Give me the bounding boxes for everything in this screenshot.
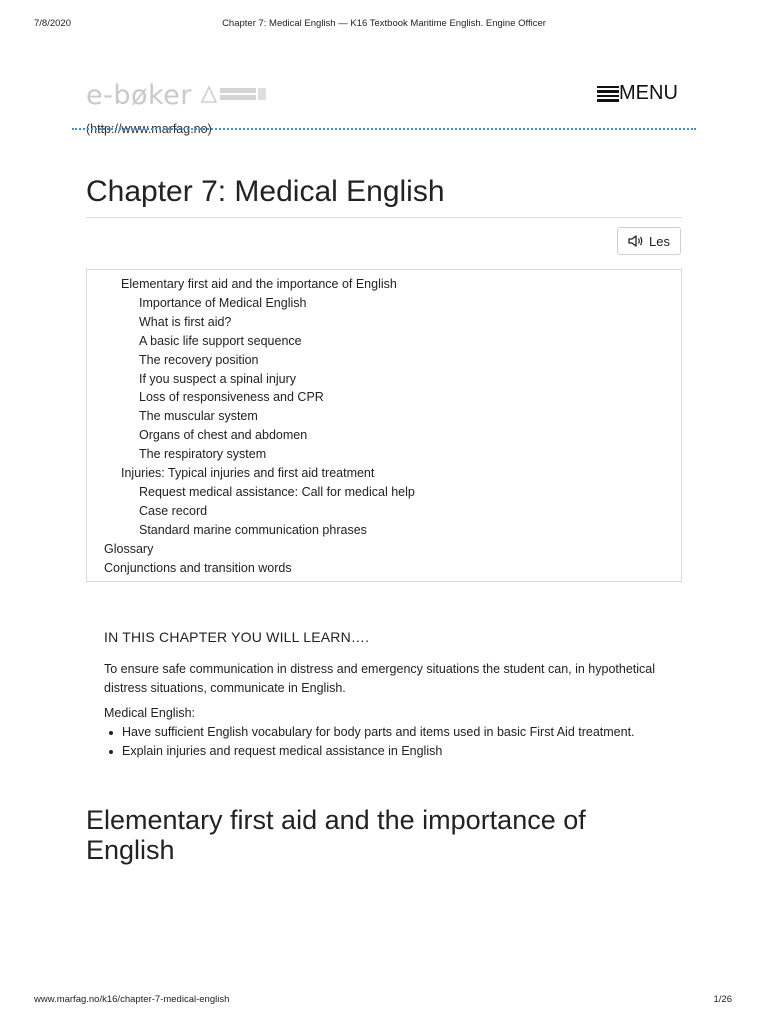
toc-link[interactable]: Standard marine communication phrases	[139, 522, 367, 537]
toc-link[interactable]: What is first aid?	[139, 314, 232, 329]
speaker-icon	[628, 234, 644, 248]
toc-link[interactable]: A basic life support sequence	[139, 333, 302, 348]
learn-heading: IN THIS CHAPTER YOU WILL LEARN….	[104, 629, 370, 645]
table-of-contents	[86, 269, 682, 582]
logo-badge-icon	[200, 84, 268, 106]
menu-label: MENU	[619, 82, 678, 104]
read-aloud-label: Les	[649, 233, 670, 249]
toc-link[interactable]: Elementary first aid and the importance of English	[121, 277, 397, 291]
toc-link[interactable]: Conjunctions and transition words	[104, 560, 292, 575]
hamburger-icon	[597, 86, 619, 102]
toc-link[interactable]: Organs of chest and abdomen	[139, 428, 308, 443]
section-heading: Elementary first aid and the importance of English	[86, 805, 586, 865]
read-aloud-button[interactable]	[617, 227, 681, 255]
toc-link[interactable]: The recovery position	[139, 352, 259, 367]
print-date: 7/8/2020	[34, 18, 71, 29]
toc-link[interactable]: If you suspect a spinal injury	[139, 371, 297, 386]
page-title: Chapter 7: Medical English	[86, 175, 445, 208]
list-item: Explain injuries and request medical assistance in English	[104, 742, 635, 761]
site-logo[interactable]: e-bøker	[86, 80, 192, 111]
menu-button[interactable]	[597, 82, 678, 105]
learning-goals-list	[104, 723, 635, 761]
toc-link[interactable]: The muscular system	[139, 409, 258, 424]
print-url: www.marfag.no/k16/chapter-7-medical-english	[34, 994, 230, 1005]
title-divider	[86, 217, 682, 218]
list-item: Have sufficient English vocabulary for body parts and items used in basic First Aid treatment.	[104, 723, 635, 742]
toc-link[interactable]: Injuries: Typical injuries and first aid treatment	[121, 466, 375, 480]
toc-link[interactable]: Request medical assistance: Call for medical help	[139, 484, 415, 499]
header-divider	[72, 128, 696, 130]
toc-link[interactable]: Glossary	[104, 541, 154, 556]
toc-link[interactable]: Loss of responsiveness and CPR	[139, 390, 324, 405]
toc-link[interactable]: Case record	[139, 503, 208, 518]
toc-link[interactable]: Importance of Medical English	[139, 295, 307, 310]
page-number: 1/26	[713, 994, 732, 1005]
learn-intro: To ensure safe communication in distress and emergency situations the student can, in hypothetical distress situations, communicate in English.	[104, 662, 656, 695]
medical-english-label: Medical English:	[104, 706, 196, 720]
toc-link[interactable]: The respiratory system	[139, 447, 267, 462]
print-title: Chapter 7: Medical English — K16 Textbook Maritime English. Engine Officer	[222, 18, 546, 29]
site-link[interactable]: (http://www.marfag.no)	[86, 122, 212, 136]
